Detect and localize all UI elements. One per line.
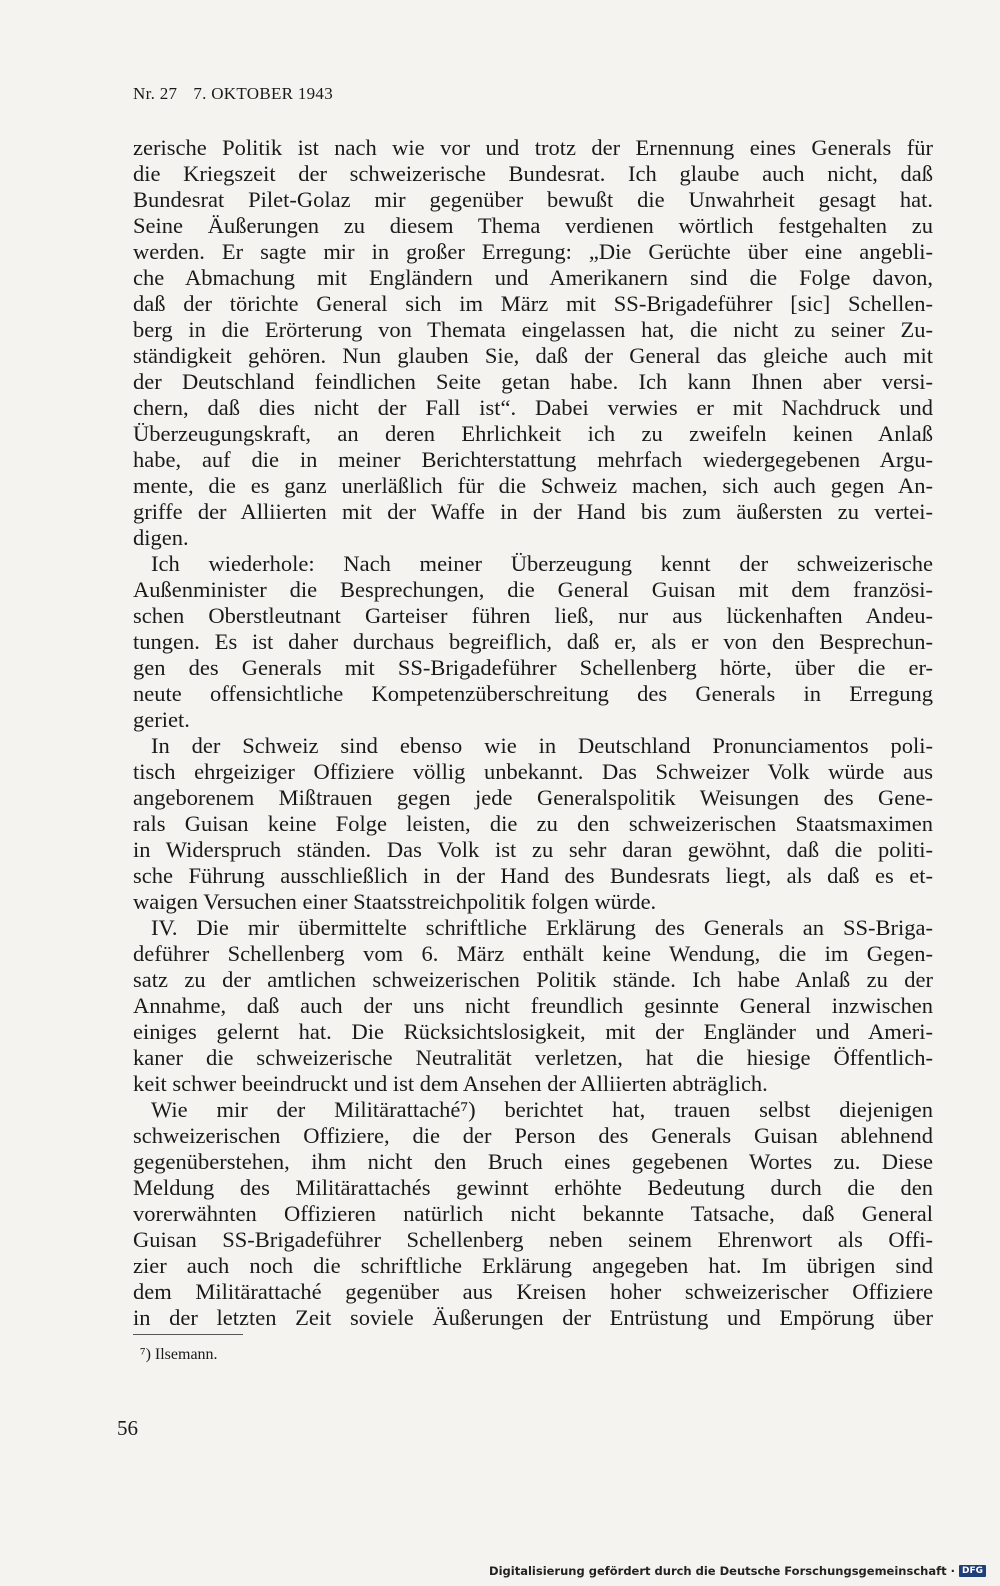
text-line: sche Führung ausschließlich in der Hand des Bundesrats liegt, als daß es et-	[133, 863, 933, 888]
text-line: keit schwer beeindruckt und ist dem Ansehen der Alliierten abträglich.	[133, 1071, 768, 1096]
text-line: Annahme, daß auch der uns nicht freundlich gesinnte General inzwischen	[133, 993, 933, 1018]
text-line: in der letzten Zeit soviele Äußerungen der Entrüstung und Empörung über	[133, 1305, 933, 1330]
text-line: Außenminister die Besprechungen, die General Guisan mit dem französi-	[133, 577, 933, 602]
text-line: satz zu der amtlichen schweizerischen Politik stände. Ich habe Anlaß zu der	[133, 967, 933, 992]
funding-note: Digitalisierung gefördert durch die Deutsche Forschungsgemeinschaft ·	[489, 1564, 955, 1578]
text-line: rals Guisan keine Folge leisten, die zu den schweizerischen Staatsmaximen	[133, 811, 933, 836]
text-line: die Kriegszeit der schweizerische Bundesrat. Ich glaube auch nicht, daß	[133, 161, 933, 186]
text-line: zerische Politik ist nach wie vor und trotz der Ernennung eines Generals für	[133, 135, 933, 160]
text-line: geriet.	[133, 707, 190, 732]
text-line: schweizerischen Offiziere, die der Person des Generals Guisan ablehnend	[133, 1123, 933, 1148]
text-line: werden. Er sagte mir in großer Erregung: „Die Gerüchte über eine angebli-	[133, 239, 933, 264]
text-line: schen Oberstleutnant Garteiser führen ließ, nur aus lückenhaften Andeu-	[133, 603, 933, 628]
text-line: ständigkeit gehören. Nun glauben Sie, daß der General das gleiche auch mit	[133, 343, 933, 368]
text-line: Bundesrat Pilet-Golaz mir gegenüber bewußt die Unwahrheit gesagt hat.	[133, 187, 933, 212]
text-line: Überzeugungskraft, an deren Ehrlichkeit ich zu zweifeln keinen Anlaß	[133, 421, 933, 446]
document-date: 7. OKTOBER 1943	[193, 84, 334, 103]
text-line: griffe der Alliierten mit der Waffe in der Hand bis zum äußersten zu vertei-	[133, 499, 933, 524]
text-line: daß der törichte General sich im März mit SS-Brigadeführer [sic] Schellen-	[133, 291, 933, 316]
running-head	[133, 84, 333, 104]
text-line: angeborenem Mißtrauen gegen jede Generalspolitik Weisungen des Gene-	[133, 785, 933, 810]
text-line: waigen Versuchen einer Staatsstreichpolitik folgen würde.	[133, 889, 657, 914]
text-line: Ich wiederhole: Nach meiner Überzeugung kennt der schweizerische	[151, 551, 933, 576]
text-line: berg in die Erörterung von Themata eingelassen hat, die nicht zu seiner Zu-	[133, 317, 933, 342]
text-line: chern, daß dies nicht der Fall ist“. Dabei verwies er mit Nachdruck und	[133, 395, 933, 420]
text-line: tisch ehrgeiziger Offiziere völlig unbekannt. Das Schweizer Volk würde aus	[133, 759, 933, 784]
text-line: kaner die schweizerische Neutralität verletzen, hat die hiesige Öffentlich-	[133, 1045, 933, 1070]
text-line: Seine Äußerungen zu diesem Thema verdienen wörtlich festgehalten zu	[133, 213, 933, 238]
text-line: Guisan SS-Brigadeführer Schellenberg neben seinem Ehrenwort als Offi-	[133, 1227, 933, 1252]
text-line: gen des Generals mit SS-Brigadeführer Schellenberg hörte, über die er-	[133, 655, 933, 680]
dfg-logo-icon: DFG	[959, 1565, 986, 1577]
text-line: der Deutschland feindlichen Seite getan habe. Ich kann Ihnen aber versi-	[133, 369, 933, 394]
text-line: digen.	[133, 525, 189, 550]
text-line: neute offensichtliche Kompetenzüberschreitung des Generals in Erregung	[133, 681, 933, 706]
text-line: Wie mir der Militärattaché⁷) berichtet hat, trauen selbst diejenigen	[151, 1097, 933, 1122]
document-number: Nr. 27	[133, 84, 178, 103]
body-text	[133, 135, 933, 1331]
footnote-rule	[133, 1334, 243, 1335]
text-line: habe, auf die in meiner Berichterstattung mehrfach wiedergegebenen Argu-	[133, 447, 933, 472]
text-line: Meldung des Militärattachés gewinnt erhöhte Bedeutung durch die den	[133, 1175, 933, 1200]
text-line: che Abmachung mit Engländern und Amerikanern sind die Folge davon,	[133, 265, 933, 290]
text-line: tungen. Es ist daher durchaus begreiflich, daß er, als er von den Besprechun-	[133, 629, 933, 654]
text-line: mente, die es ganz unerläßlich für die Schweiz machen, sich auch gegen An-	[133, 473, 933, 498]
page-number: 56	[117, 1416, 138, 1440]
text-line: IV. Die mir übermittelte schriftliche Erklärung des Generals an SS-Briga-	[151, 915, 933, 940]
text-line: In der Schweiz sind ebenso wie in Deutschland Pronunciamentos poli-	[151, 733, 933, 758]
funding-banner	[489, 1564, 986, 1578]
text-line: einiges gelernt hat. Die Rücksichtslosigkeit, mit der Engländer und Ameri-	[133, 1019, 933, 1044]
text-line: gegenüberstehen, ihm nicht den Bruch eines gegebenen Wortes zu. Diese	[133, 1149, 933, 1174]
text-line: vorerwähnten Offizieren natürlich nicht bekannte Tatsache, daß General	[133, 1201, 933, 1226]
text-line: dem Militärattaché gegenüber aus Kreisen hoher schweizerischer Offiziere	[133, 1279, 933, 1304]
text-line: deführer Schellenberg vom 6. März enthält keine Wendung, die im Gegen-	[133, 941, 933, 966]
footnote: ⁷) Ilsemann.	[140, 1346, 218, 1363]
text-line: in Widerspruch ständen. Das Volk ist zu sehr daran gewöhnt, daß die politi-	[133, 837, 933, 862]
text-line: zier auch noch die schriftliche Erklärung angegeben hat. Im übrigen sind	[133, 1253, 933, 1278]
